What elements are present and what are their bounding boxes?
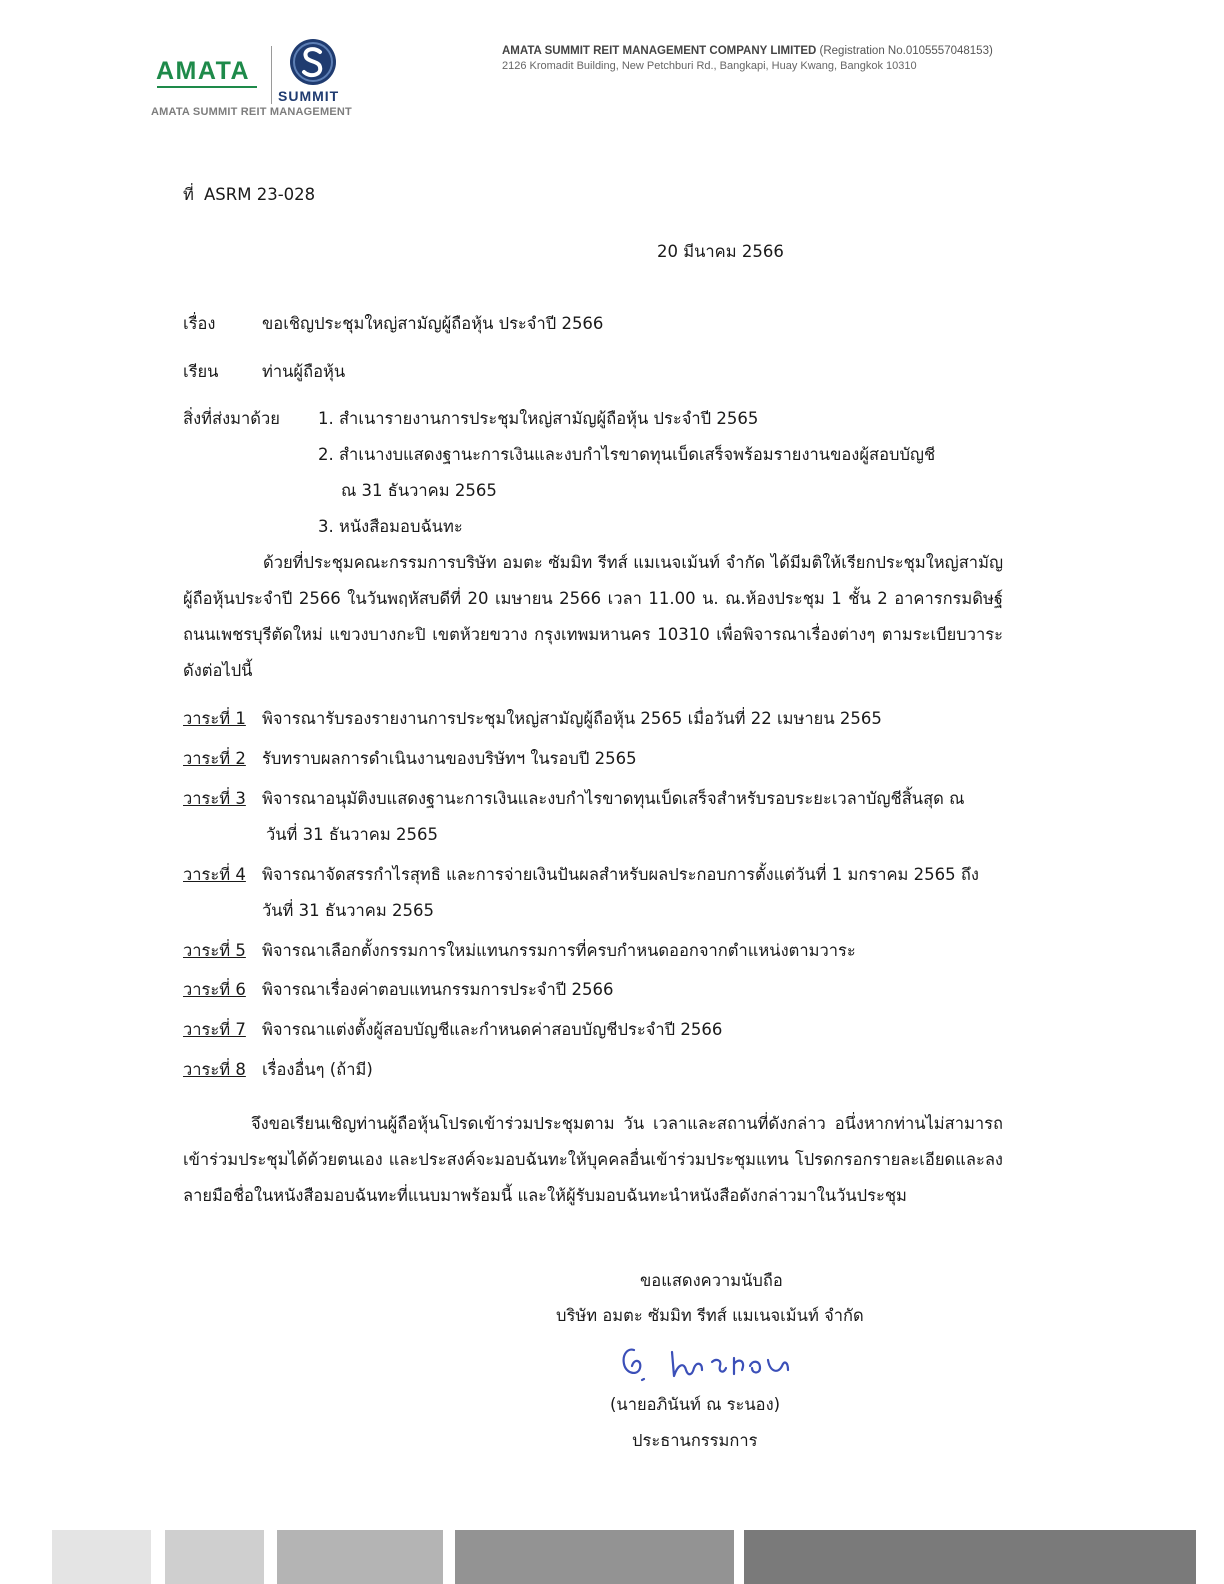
reference-number: ASRM 23-028	[204, 185, 316, 204]
enclosure-item: 2. สำเนางบแสดงฐานะการเงินและงบกำไรขาดทุนเบ็ดเสร็จพร้อมรายงานของผู้สอบบัญชี	[318, 445, 936, 464]
enclosure-label: สิ่งที่ส่งมาด้วย	[183, 409, 280, 428]
agenda-text: พิจารณาเลือกตั้งกรรมการใหม่แทนกรรมการที่ครบกำหนดออกจากตำแหน่งตามวาระ	[262, 941, 856, 960]
agenda-label: วาระที่ 1	[183, 709, 246, 728]
agenda-label: วาระที่ 7	[183, 1020, 246, 1039]
agenda-text: พิจารณาจัดสรรกำไรสุทธิ และการจ่ายเงินปันผลสำหรับผลประกอบการตั้งแต่วันที่ 1 มกราคม 2565 ถึง	[262, 865, 979, 884]
agenda-text: รับทราบผลการดำเนินงานของบริษัทฯ ในรอบปี 2565	[262, 749, 637, 768]
agenda-text: พิจารณาอนุมัติงบแสดงฐานะการเงินและงบกำไรขาดทุนเบ็ดเสร็จสำหรับรอบระยะเวลาบัญชีสิ้นสุด ณ	[262, 789, 965, 808]
footer-bar	[744, 1530, 1196, 1584]
company-thai-name: บริษัท อมตะ ซัมมิท รีทส์ แมเนจเม้นท์ จำกัด	[556, 1306, 864, 1325]
agenda-text-continued: วันที่ 31 ธันวาคม 2565	[266, 825, 438, 844]
agenda-text: เรื่องอื่นๆ (ถ้ามี)	[262, 1060, 373, 1079]
agenda-label: วาระที่ 6	[183, 980, 246, 999]
reference-label: ที่	[183, 185, 194, 204]
enclosure-item: 1. สำเนารายงานการประชุมใหญ่สามัญผู้ถือหุ้น ประจำปี 2565	[318, 409, 759, 428]
agenda-label: วาระที่ 3	[183, 789, 246, 808]
agenda-label: วาระที่ 8	[183, 1060, 246, 1079]
subject-label: เรื่อง	[183, 314, 216, 333]
company-name-bold: AMATA SUMMIT REIT MANAGEMENT COMPANY LIMITED	[502, 45, 817, 57]
letter-date: 20 มีนาคม 2566	[657, 242, 784, 261]
regards-text: ขอแสดงความนับถือ	[640, 1271, 783, 1290]
enclosure-item-continued: ณ 31 ธันวาคม 2565	[341, 481, 497, 500]
to-label: เรียน	[183, 362, 219, 381]
company-name	[502, 45, 993, 57]
agenda-label: วาระที่ 4	[183, 865, 246, 884]
logo-subtitle: AMATA SUMMIT REIT MANAGEMENT	[151, 106, 352, 118]
agenda-text: พิจารณารับรองรายงานการประชุมใหญ่สามัญผู้ถือหุ้น 2565 เมื่อวันที่ 22 เมษายน 2565	[262, 709, 882, 728]
amata-logo-underline	[157, 86, 257, 88]
footer-bar	[277, 1530, 443, 1584]
intro-paragraph: ด้วยที่ประชุมคณะกรรมการบริษัท อมตะ ซัมมิท รีทส์ แมเนจเม้นท์ จำกัด ได้มีมติให้เรียกประชุมใหญ่สามัญผู้ถือหุ้นประจำปี 2566 ในวันพฤหัสบดีที่ 20 เมษายน 2566 เวลา 11.00 น. ณ.ห้องประชุม 1 ชั้น 2 อาคารกรมดิษฐ์ ถนนเพชรบุรีตัดใหม่ แขวงบางกะปิ เขตห้วยขวาง กรุงเทพมหานคร 10310 เพื่อพิจารณาเรื่องต่างๆ ตามระเบียบวาระดังต่อไปนี้	[183, 553, 1003, 680]
summit-logo-text: SUMMIT	[278, 88, 340, 104]
signer-title: ประธานกรรมการ	[632, 1431, 758, 1450]
signature-image	[612, 1340, 802, 1390]
logo-divider	[271, 46, 272, 104]
agenda-label: วาระที่ 2	[183, 749, 246, 768]
footer-bar	[455, 1530, 734, 1584]
enclosure-item: 3. หนังสือมอบฉันทะ	[318, 517, 463, 536]
agenda-text-continued: วันที่ 31 ธันวาคม 2565	[262, 901, 434, 920]
footer-bar	[165, 1530, 264, 1584]
closing-paragraph: จึงขอเรียนเชิญท่านผู้ถือหุ้นโปรดเข้าร่วมประชุมตาม วัน เวลาและสถานที่ดังกล่าว อนึ่งหากท่านไม่สามารถเข้าร่วมประชุมได้ด้วยตนเอง และประสงค์จะมอบฉันทะให้บุคคลอื่นเข้าร่วมประชุมแทน โปรดกรอกรายละเอียดและลงลายมือชื่อในหนังสือมอบฉันทะที่แนบมาพร้อมนี้ และให้ผู้รับมอบฉันทะนำหนังสือดังกล่าวมาในวันประชุม	[183, 1114, 1003, 1205]
agenda-text: พิจารณาเรื่องค่าตอบแทนกรรมการประจำปี 2566	[262, 980, 614, 999]
registration-number: (Registration No.0105557048153)	[819, 45, 993, 57]
summit-logo-icon	[289, 38, 337, 86]
signer-name: (นายอภินันท์ ณ ระนอง)	[610, 1395, 781, 1414]
amata-logo-text: AMATA	[156, 57, 251, 85]
agenda-text: พิจารณาแต่งตั้งผู้สอบบัญชีและกำหนดค่าสอบบัญชีประจำปี 2566	[262, 1020, 723, 1039]
agenda-label: วาระที่ 5	[183, 941, 246, 960]
company-address: 2126 Kromadit Building, New Petchburi Rd., Bangkapi, Huay Kwang, Bangkok 10310	[502, 60, 917, 72]
footer-bar	[52, 1530, 151, 1584]
subject-text: ขอเชิญประชุมใหญ่สามัญผู้ถือหุ้น ประจำปี 2566	[262, 314, 604, 333]
to-text: ท่านผู้ถือหุ้น	[262, 362, 346, 381]
